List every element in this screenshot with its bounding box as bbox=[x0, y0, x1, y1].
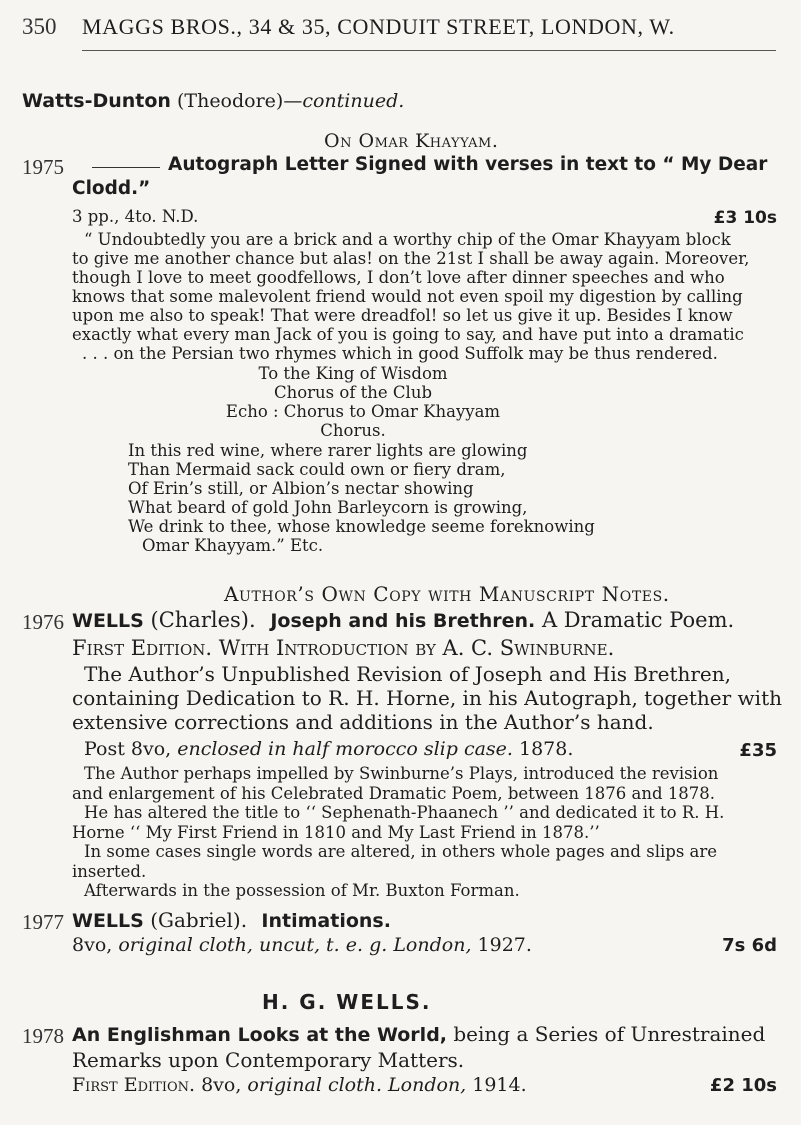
format-year: 1878. bbox=[512, 738, 574, 760]
verse-titles bbox=[0, 364, 801, 440]
entry-format: 3 pp., 4to. N.D. bbox=[72, 207, 199, 226]
entry-heading bbox=[72, 1022, 765, 1046]
book-subtitle: A Dramatic Poem. bbox=[535, 608, 735, 632]
verse-line: Omar Khayyam.” Etc. bbox=[142, 536, 324, 555]
entry-author-heading bbox=[22, 90, 404, 112]
book-subtitle: being a Series of Unrestrained bbox=[447, 1022, 766, 1046]
price: 7s 6d bbox=[722, 935, 777, 956]
subtitle-line: Remarks upon Contemporary Matters. bbox=[72, 1048, 465, 1072]
verse-title-line: Chorus. bbox=[320, 421, 386, 440]
note-line: Afterwards in the possession of Mr. Buxton Forman. bbox=[84, 881, 520, 900]
note-line: In some cases single words are altered, in others whole pages and slips are bbox=[84, 842, 718, 861]
format-binding: original cloth, uncut, t. e. g. London, bbox=[118, 934, 472, 956]
author-heading: H. G. WELLS. bbox=[262, 990, 432, 1014]
author-details: (Theodore)— bbox=[170, 90, 303, 112]
note-line: The Author perhaps impelled by Swinburne’s Plays, introduced the revision bbox=[84, 764, 719, 783]
text-line: . . . on the Persian two rhymes which in good Suffolk may be thus rendered. bbox=[82, 344, 718, 363]
edition-line: First Edition. With Introduction by A. C. Swinburne. bbox=[72, 636, 615, 660]
author-details: (Gabriel). bbox=[143, 908, 248, 932]
lot-number: 1977 bbox=[22, 910, 64, 934]
price: £3 10s bbox=[713, 208, 777, 228]
entry-format bbox=[72, 1074, 527, 1096]
publisher-header: MAGGS BROS., 34 & 35, CONDUIT STREET, LONDON, W. bbox=[82, 14, 675, 39]
entry-format bbox=[84, 738, 573, 760]
entry-format bbox=[72, 934, 532, 956]
entry-title-cont: Clodd.” bbox=[72, 178, 151, 199]
revision-paragraph bbox=[72, 662, 782, 734]
verse-line: Than Mermaid sack could own or fiery dram, bbox=[128, 460, 506, 479]
lot-number: 1976 bbox=[22, 610, 64, 634]
section-heading: Author’s Own Copy with Manuscript Notes. bbox=[224, 582, 670, 606]
dash-rule bbox=[92, 167, 160, 168]
page-number: 350 bbox=[22, 14, 57, 39]
format-binding: original cloth. London, bbox=[247, 1074, 467, 1096]
author-name: Watts-Dunton bbox=[22, 90, 171, 112]
note-line: inserted. bbox=[72, 861, 147, 881]
author-details: (Charles). bbox=[143, 608, 256, 632]
verse-title-line: Chorus of the Club bbox=[273, 383, 433, 402]
note-line: He has altered the title to ‘‘ Sephenath-Phaanech ’’ and dedicated it to R. H. bbox=[84, 803, 725, 822]
text-line: The Author’s Unpublished Revision of Joseph and His Brethren, bbox=[84, 662, 731, 686]
entry-heading bbox=[72, 908, 391, 932]
price: £35 bbox=[739, 740, 777, 761]
price: £2 10s bbox=[709, 1075, 777, 1096]
format-size: Post 8vo, bbox=[84, 738, 178, 760]
format-size: 8vo, bbox=[72, 934, 119, 956]
author-name: WELLS bbox=[72, 610, 144, 632]
text-line: upon me also to speak! That were dreadfol! so let us give it up. Besides I know bbox=[72, 306, 733, 325]
book-title: An Englishman Looks at the World, bbox=[72, 1024, 448, 1046]
format-binding: enclosed in half morocco slip case. bbox=[177, 738, 513, 760]
note-line: and enlargement of his Celebrated Dramatic Poem, between 1876 and 1878. bbox=[72, 783, 716, 803]
book-title: Joseph and his Brethren. bbox=[270, 610, 536, 632]
text-line: though I love to meet goodfellows, I don’t love after dinner speeches and who bbox=[72, 268, 725, 287]
format-year: 1927. bbox=[471, 934, 532, 956]
text-line: “ Undoubtedly you are a brick and a worthy chip of the Omar Khayyam block bbox=[84, 230, 731, 249]
continued-note: continued. bbox=[302, 90, 405, 112]
verse-title-line: To the King of Wisdom bbox=[258, 364, 448, 383]
verse-line: Of Erin’s still, or Albion’s nectar showing bbox=[128, 479, 474, 498]
verse-line: We drink to thee, whose knowledge seeme foreknowing bbox=[128, 517, 595, 536]
book-title: Intimations. bbox=[261, 910, 391, 932]
format-edition: First Edition. bbox=[72, 1074, 196, 1096]
format-size: 8vo, bbox=[195, 1074, 248, 1096]
header-rule bbox=[82, 50, 776, 51]
verse bbox=[128, 441, 595, 555]
author-name: WELLS bbox=[72, 910, 144, 932]
verse-line: In this red wine, where rarer lights are glowing bbox=[128, 441, 528, 460]
notes bbox=[72, 764, 724, 901]
verse-title-line: Echo : Chorus to Omar Khayyam bbox=[225, 402, 501, 421]
format-year: 1914. bbox=[466, 1074, 527, 1096]
entry-subheading: On Omar Khayyam. bbox=[324, 130, 499, 152]
lot-number: 1975 bbox=[22, 155, 64, 179]
entry-heading bbox=[72, 608, 734, 632]
text-line: containing Dedication to R. H. Horne, in his Autograph, together with bbox=[72, 686, 782, 710]
text-line: to give me another chance but alas! on the 21st I shall be away again. Moreover, bbox=[72, 249, 750, 268]
note-line: Horne ‘‘ My First Friend in 1810 and My Last Friend in 1878.’’ bbox=[72, 822, 600, 842]
entry-title: Autograph Letter Signed with verses in text to “ My Dear bbox=[168, 154, 768, 175]
text-line: knows that some malevolent friend would not even spoil my digestion by calling bbox=[72, 287, 743, 306]
text-line: exactly what every man Jack of you is going to say, and have put into a dramatic bbox=[72, 325, 744, 344]
verse-line: What beard of gold John Barleycorn is growing, bbox=[128, 498, 528, 517]
letter-text bbox=[72, 230, 749, 363]
text-line: extensive corrections and additions in the Author’s hand. bbox=[72, 710, 654, 734]
lot-number: 1978 bbox=[22, 1024, 64, 1048]
